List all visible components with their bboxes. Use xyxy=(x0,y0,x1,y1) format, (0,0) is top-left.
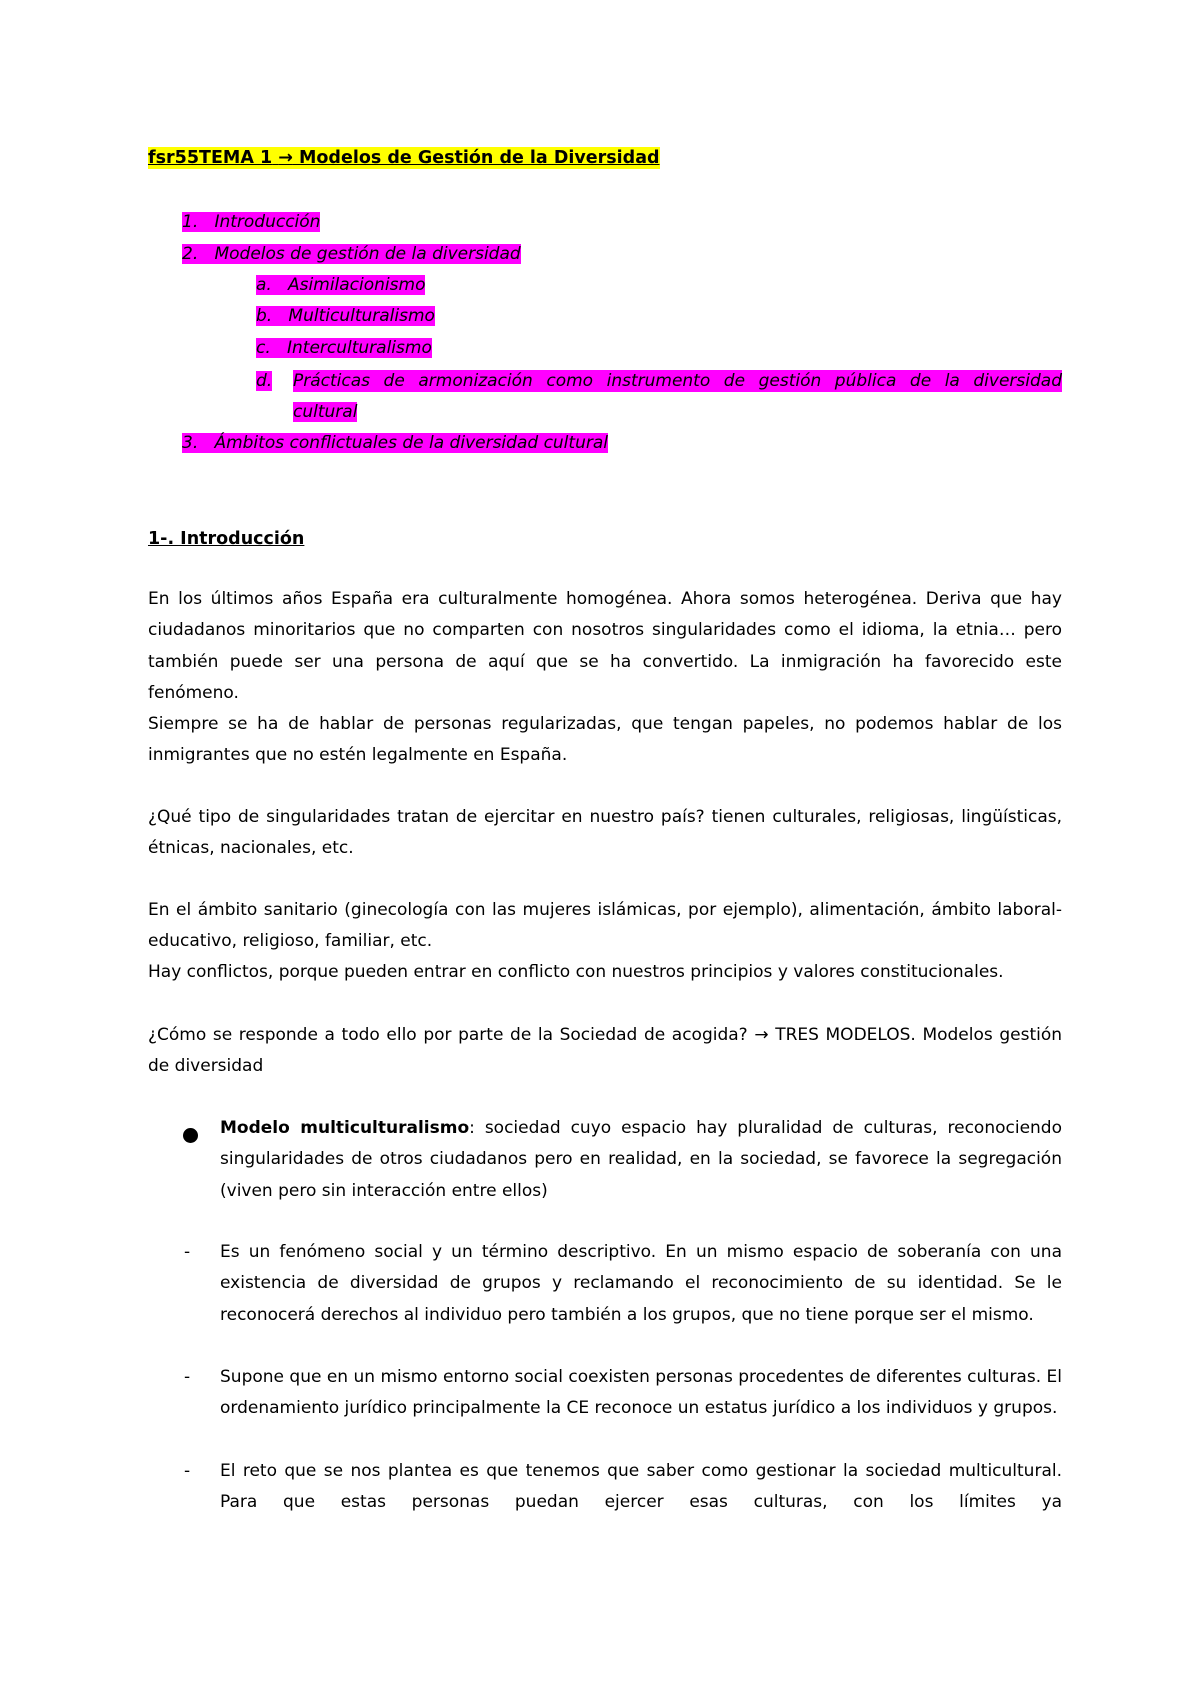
paragraph-part: ¿Cómo se responde a todo ello por parte de la Sociedad de acogida? xyxy=(148,1025,748,1045)
toc-item-2d-text: Prácticas de armonización como instrumento de gestión pública de la diversidad xyxy=(293,371,1062,391)
toc-number: d. xyxy=(256,371,273,391)
toc-item-2a xyxy=(256,274,425,296)
toc-text: Introducción xyxy=(214,212,321,232)
toc-number: 2. xyxy=(182,244,199,264)
toc-number: 1. xyxy=(182,212,199,232)
bullet-bold-term: Modelo multiculturalismo xyxy=(220,1118,470,1138)
bullet-icon xyxy=(183,1128,198,1143)
right-arrow-icon: → xyxy=(278,148,293,168)
dash-marker: - xyxy=(184,1461,191,1481)
toc-item-1 xyxy=(182,211,320,233)
title-text: Modelos de Gestión de la Diversidad xyxy=(299,148,660,168)
bullet-paragraph xyxy=(220,1113,1062,1207)
paragraph: ¿Qué tipo de singularidades tratan de ejercitar en nuestro país? tienen culturales, religiosas, lingüísticas, étnicas, nacionales, etc. xyxy=(148,807,1062,859)
document-title xyxy=(148,147,660,169)
bullet-text: : sociedad cuyo espacio hay pluralidad de culturas, reconociendo singularidades de otros ciudadanos pero en realidad, en la sociedad, se favorece la segregación (viven pero sin interacción entre ellos) xyxy=(220,1118,1062,1201)
paragraph: Siempre se ha de hablar de personas regularizadas, que tengan papeles, no podemos hablar de los inmigrantes que no estén legalmente en España. xyxy=(148,714,1062,766)
title-prefix: fsr55TEMA 1 xyxy=(148,148,273,168)
section-heading: 1-. Introducción xyxy=(148,529,305,549)
right-arrow-icon: → xyxy=(754,1025,769,1045)
dash-paragraph: Es un fenómeno social y un término descriptivo. En un mismo espacio de soberanía con una existencia de diversidad de grupos y reclamando el reconocimiento de su identidad. Se le reconocerá derechos al individuo pero también a los grupos, que no tiene porque ser el mismo. xyxy=(220,1242,1062,1325)
toc-text: Ámbitos conflictuales de la diversidad cultural xyxy=(214,433,608,453)
toc-text: cultural xyxy=(293,402,358,422)
toc-item-2b xyxy=(256,305,435,327)
dash-paragraph: El reto que se nos plantea es que tenemos que saber como gestionar la sociedad multicultural. Para que estas personas puedan ejercer esas culturas, con los límites ya xyxy=(220,1461,1062,1513)
toc-item-3 xyxy=(182,432,608,454)
paragraph: En el ámbito sanitario (ginecología con las mujeres islámicas, por ejemplo), alimentación, ámbito laboral-educativo, religioso, familiar, etc. xyxy=(148,900,1062,952)
paragraph xyxy=(148,1020,1062,1083)
toc-item-2c xyxy=(256,337,432,359)
paragraph: En los últimos años España era culturalmente homogénea. Ahora somos heterogénea. Deriva que hay ciudadanos minoritarios que no comparten con nosotros singularidades como el idioma, la etnia… pero también puede ser una persona de aquí que se ha convertido. La inmigración ha favorecido este fenómeno. xyxy=(148,589,1062,703)
toc-text: Multiculturalismo xyxy=(288,306,435,326)
toc-text: Asimilacionismo xyxy=(288,275,426,295)
paragraph: Hay conflictos, porque pueden entrar en conflicto con nuestros principios y valores constitucionales. xyxy=(148,962,1004,982)
toc-text: Interculturalismo xyxy=(286,338,432,358)
toc-item-2d-number xyxy=(256,370,272,392)
paragraph-part: TRES MODELOS. Modelos gestión de diversidad xyxy=(148,1025,1063,1077)
toc-item-2 xyxy=(182,243,521,265)
toc-text: Modelos de gestión de la diversidad xyxy=(214,244,521,264)
toc-number: c. xyxy=(256,338,271,358)
dash-marker: - xyxy=(184,1367,191,1387)
toc-number: 3. xyxy=(182,433,199,453)
toc-item-2d-text-cont xyxy=(293,401,357,423)
toc-number: b. xyxy=(256,306,273,326)
dash-paragraph: Supone que en un mismo entorno social coexisten personas procedentes de diferentes culturas. El ordenamiento jurídico principalmente la CE reconoce un estatus jurídico a los individuos y grupos. xyxy=(220,1367,1062,1419)
dash-marker: - xyxy=(184,1242,191,1262)
toc-number: a. xyxy=(256,275,272,295)
